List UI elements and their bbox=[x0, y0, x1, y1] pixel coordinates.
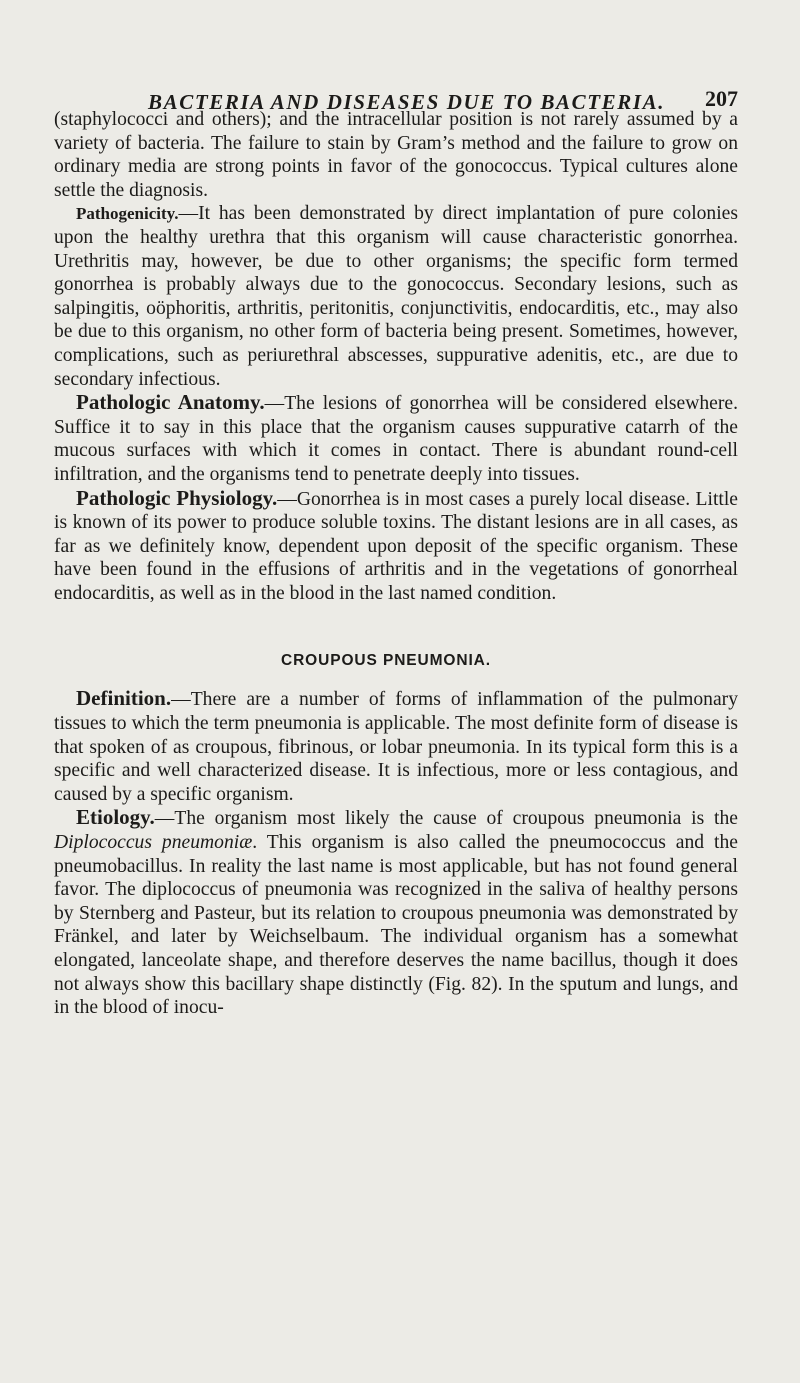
pathogenicity-paragraph bbox=[54, 202, 738, 391]
definition-paragraph bbox=[54, 687, 738, 806]
page-number: 207 bbox=[705, 86, 738, 111]
pathogenicity-text: —It has been demonstrated by direct implantation of pure colonies upon the healthy urethra that this organism will cause characteristic gonorrhea. Urethritis may, however, be due to other organisms; the specific form termed gonorrhea is probably always due to the gonococcus. Secondary lesions, such as salpingitis, oöphoritis, arthritis, peritonitis, conjunctivitis, endocarditis, etc., may also be due to this organism, no other form of bacteria being present. Sometimes, however, complications, such as periurethral abscesses, suppurative adenitis, etc., are due to secondary infectious. bbox=[54, 203, 738, 390]
definition-heading: Definition. bbox=[76, 686, 172, 711]
etiology-paragraph bbox=[54, 806, 738, 1019]
pathologic-anatomy-text: —The lesions of gonorrhea will be considered elsewhere. Suffice it to say in this place that the organism causes suppurative catarrh of the mucous surfaces with which it comes in contact. There is abundant round-cell infiltration, and the organisms tend to penetrate deeply into tissues. bbox=[54, 393, 738, 485]
section-title: CROUPOUS PNEUMONIA. bbox=[280, 652, 491, 670]
definition-text: —There are a number of forms of inflammation of the pulmonary tissues to which the term pneumonia is applicable. The most definite form of disease is that spoken of as croupous, fibrinous, or lobar pneumonia. In its typical form this is a specific and well characterized disease. It is infectious, more or less contagious, and caused by a specific organism. bbox=[54, 689, 738, 805]
pathologic-physiology-text: —Gonorrhea is in most cases a purely local disease. Little is known of its power to produce soluble toxins. The distant lesions are in all cases, as far as we definitely know, dependent upon deposit of the specific organism. These have been found in the effusions of arthritis and in the vegetations of gonorrheal endocarditis, as well as in the blood in the last named condition. bbox=[54, 488, 738, 604]
pathogenicity-heading: Pathogenicity. bbox=[76, 204, 179, 224]
etiology-heading: Etiology. bbox=[76, 805, 155, 830]
pathologic-anatomy-heading: Pathologic Anatomy. bbox=[76, 390, 265, 415]
section-gap bbox=[54, 671, 738, 687]
page-body bbox=[54, 108, 738, 1020]
running-head bbox=[54, 66, 738, 114]
running-title: BACTERIA AND DISEASES DUE TO BACTERIA. bbox=[148, 90, 666, 114]
continued-paragraph: (staphylococci and others); and the intracellular position is not rarely assumed by a variety of bacteria. The failure to stain by Gram’s method and the failure to grow on ordinary media are strong points in favor of the gonococcus. Typical cultures alone settle the diagnosis. bbox=[54, 109, 738, 201]
etiology-text-before: —The organism most likely the cause of croupous pneumonia is the bbox=[154, 808, 738, 830]
pathologic-physiology-heading: Pathologic Physiology. bbox=[76, 485, 278, 510]
pathologic-physiology-paragraph bbox=[54, 487, 738, 606]
etiology-text-after: . This organism is also called the pneumococcus and the pneumobacillus. In reality the last name is most applicable, but has not found general favor. The diplococcus of pneumonia was recognized in the saliva of healthy persons by Sternberg and Pasteur, but its relation to croupous pneumonia was demonstrated by Fränkel, and later by Weichselbaum. The individual organism has a somewhat elongated, lanceolate shape, and therefore deserves the name bacillus, though it does not always show this bacillary shape distinctly (Fig. 82). In the sputum and lungs, and in the blood of inocu- bbox=[54, 832, 738, 1019]
pathologic-anatomy-paragraph bbox=[54, 391, 738, 486]
organism-name: Diplococcus pneumoniæ bbox=[54, 832, 253, 854]
